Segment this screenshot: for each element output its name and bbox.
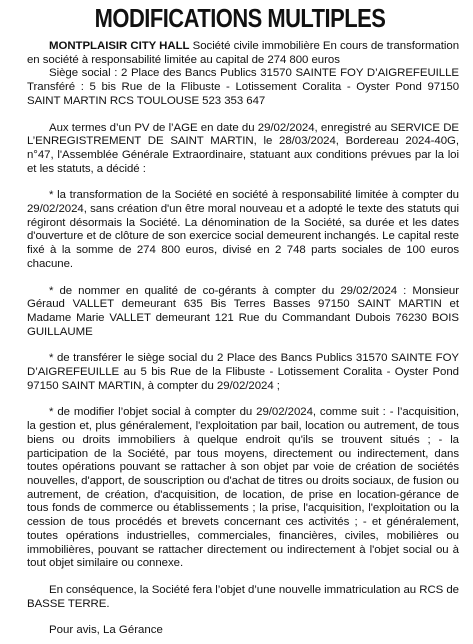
notice-title: MODIFICATIONS MULTIPLES <box>94 5 386 33</box>
signature: Pour avis, La Gérance <box>49 624 163 637</box>
registered-office: Siège social : 2 Place des Bancs Publics 31570 SAINTE FOY D’AIGREFEUILLE Transféré : 5 bis Rue de la Flibuste - Lotissement Coralita - Oyster Pond 97150 SAINT MARTIN RCS TOULOUSE 523 353 647 <box>27 67 459 107</box>
purpose-paragraph: * de modifier l’objet social à compter du 29/02/2024, comme suit : - l’acquisition, la gestion et, plus généralement, l'exploitation par bail, location ou autrement, de tous biens ou droits immobiliers à quelque endroit qu'ils se trouvent situés ; - la participation de la Société, par tous moyens, directement ou indirectement, dans toutes opérations pouvant se rattacher à son objet par voie de création de sociétés nouvelles, d'apport, de souscription ou d'achat de titres ou droits sociaux, de fusion ou autrement, de création, d'acquisition, de location, de prise en location-gérance de tous fonds de commerce ou établissements ; la prise, l'acquisition, l'exploitation ou la cession de tous procédés et brevets concernant ces activités ; - et généralement, toutes opérations industrielles, commerciales, financières, civiles, mobilières ou immobilières, pouvant se rattacher directement ou indirectement à l'objet social ou à tout objet similaire ou connexe. <box>27 406 459 570</box>
transfer-paragraph: * de transférer le siège social du 2 Place des Bancs Publics 31570 SAINTE FOY D’AIGREFEUILLE au 5 bis Rue de la Flibuste - Lotissement Coralita - Oyster Pond 97150 SAINT MARTIN, à compter du 29/02/2024 ; <box>27 352 459 392</box>
company-name: MONTPLAISIR CITY HALL <box>49 40 190 52</box>
transformation-paragraph: * la transformation de la Société en société à responsabilité limitée à compter du 29/02/2024, sans création d'un être moral nouveau et a adopté le texte des statuts qui régiront désormais la Société. La dénomination de la Société, sa durée et les dates d'ouverture et de clôture de son exercice social demeurent inchangés. Le capital reste fixé à la somme de 274 800 euros, divisé en 2 748 parts sociales de 100 euros chacune. <box>27 189 459 270</box>
company-description: Société civile immobilière En cours de transformation en société à responsabilité limitée au capital de 274 800 euros <box>27 40 460 66</box>
registration-paragraph: En conséquence, la Société fera l’objet d’une nouvelle immatriculation au RCS de BASSE TERRE. <box>27 583 459 610</box>
managers-paragraph: * de nommer en qualité de co-gérants à compter du 29/02/2024 : Monsieur Géraud VALLET demeurant 635 Bis Terres Basses 97150 SAINT MARTIN et Madame Marie VALLET demeurant 121 Rue du Commandant Dubois 76230 BOIS GUILLAUME <box>27 284 459 338</box>
company-header <box>27 40 459 67</box>
intro-paragraph: Aux termes d’un PV de l’AGE en date du 29/02/2024, enregistré au SERVICE DE L’ENREGISTREMENT DE SAINT MARTIN, le 28/03/2024, Bordereau 2024-40G, n°47, l'Assemblée Générale Extraordinaire, statuant aux conditions prévues par la loi et les statuts, a décidé : <box>27 121 459 175</box>
